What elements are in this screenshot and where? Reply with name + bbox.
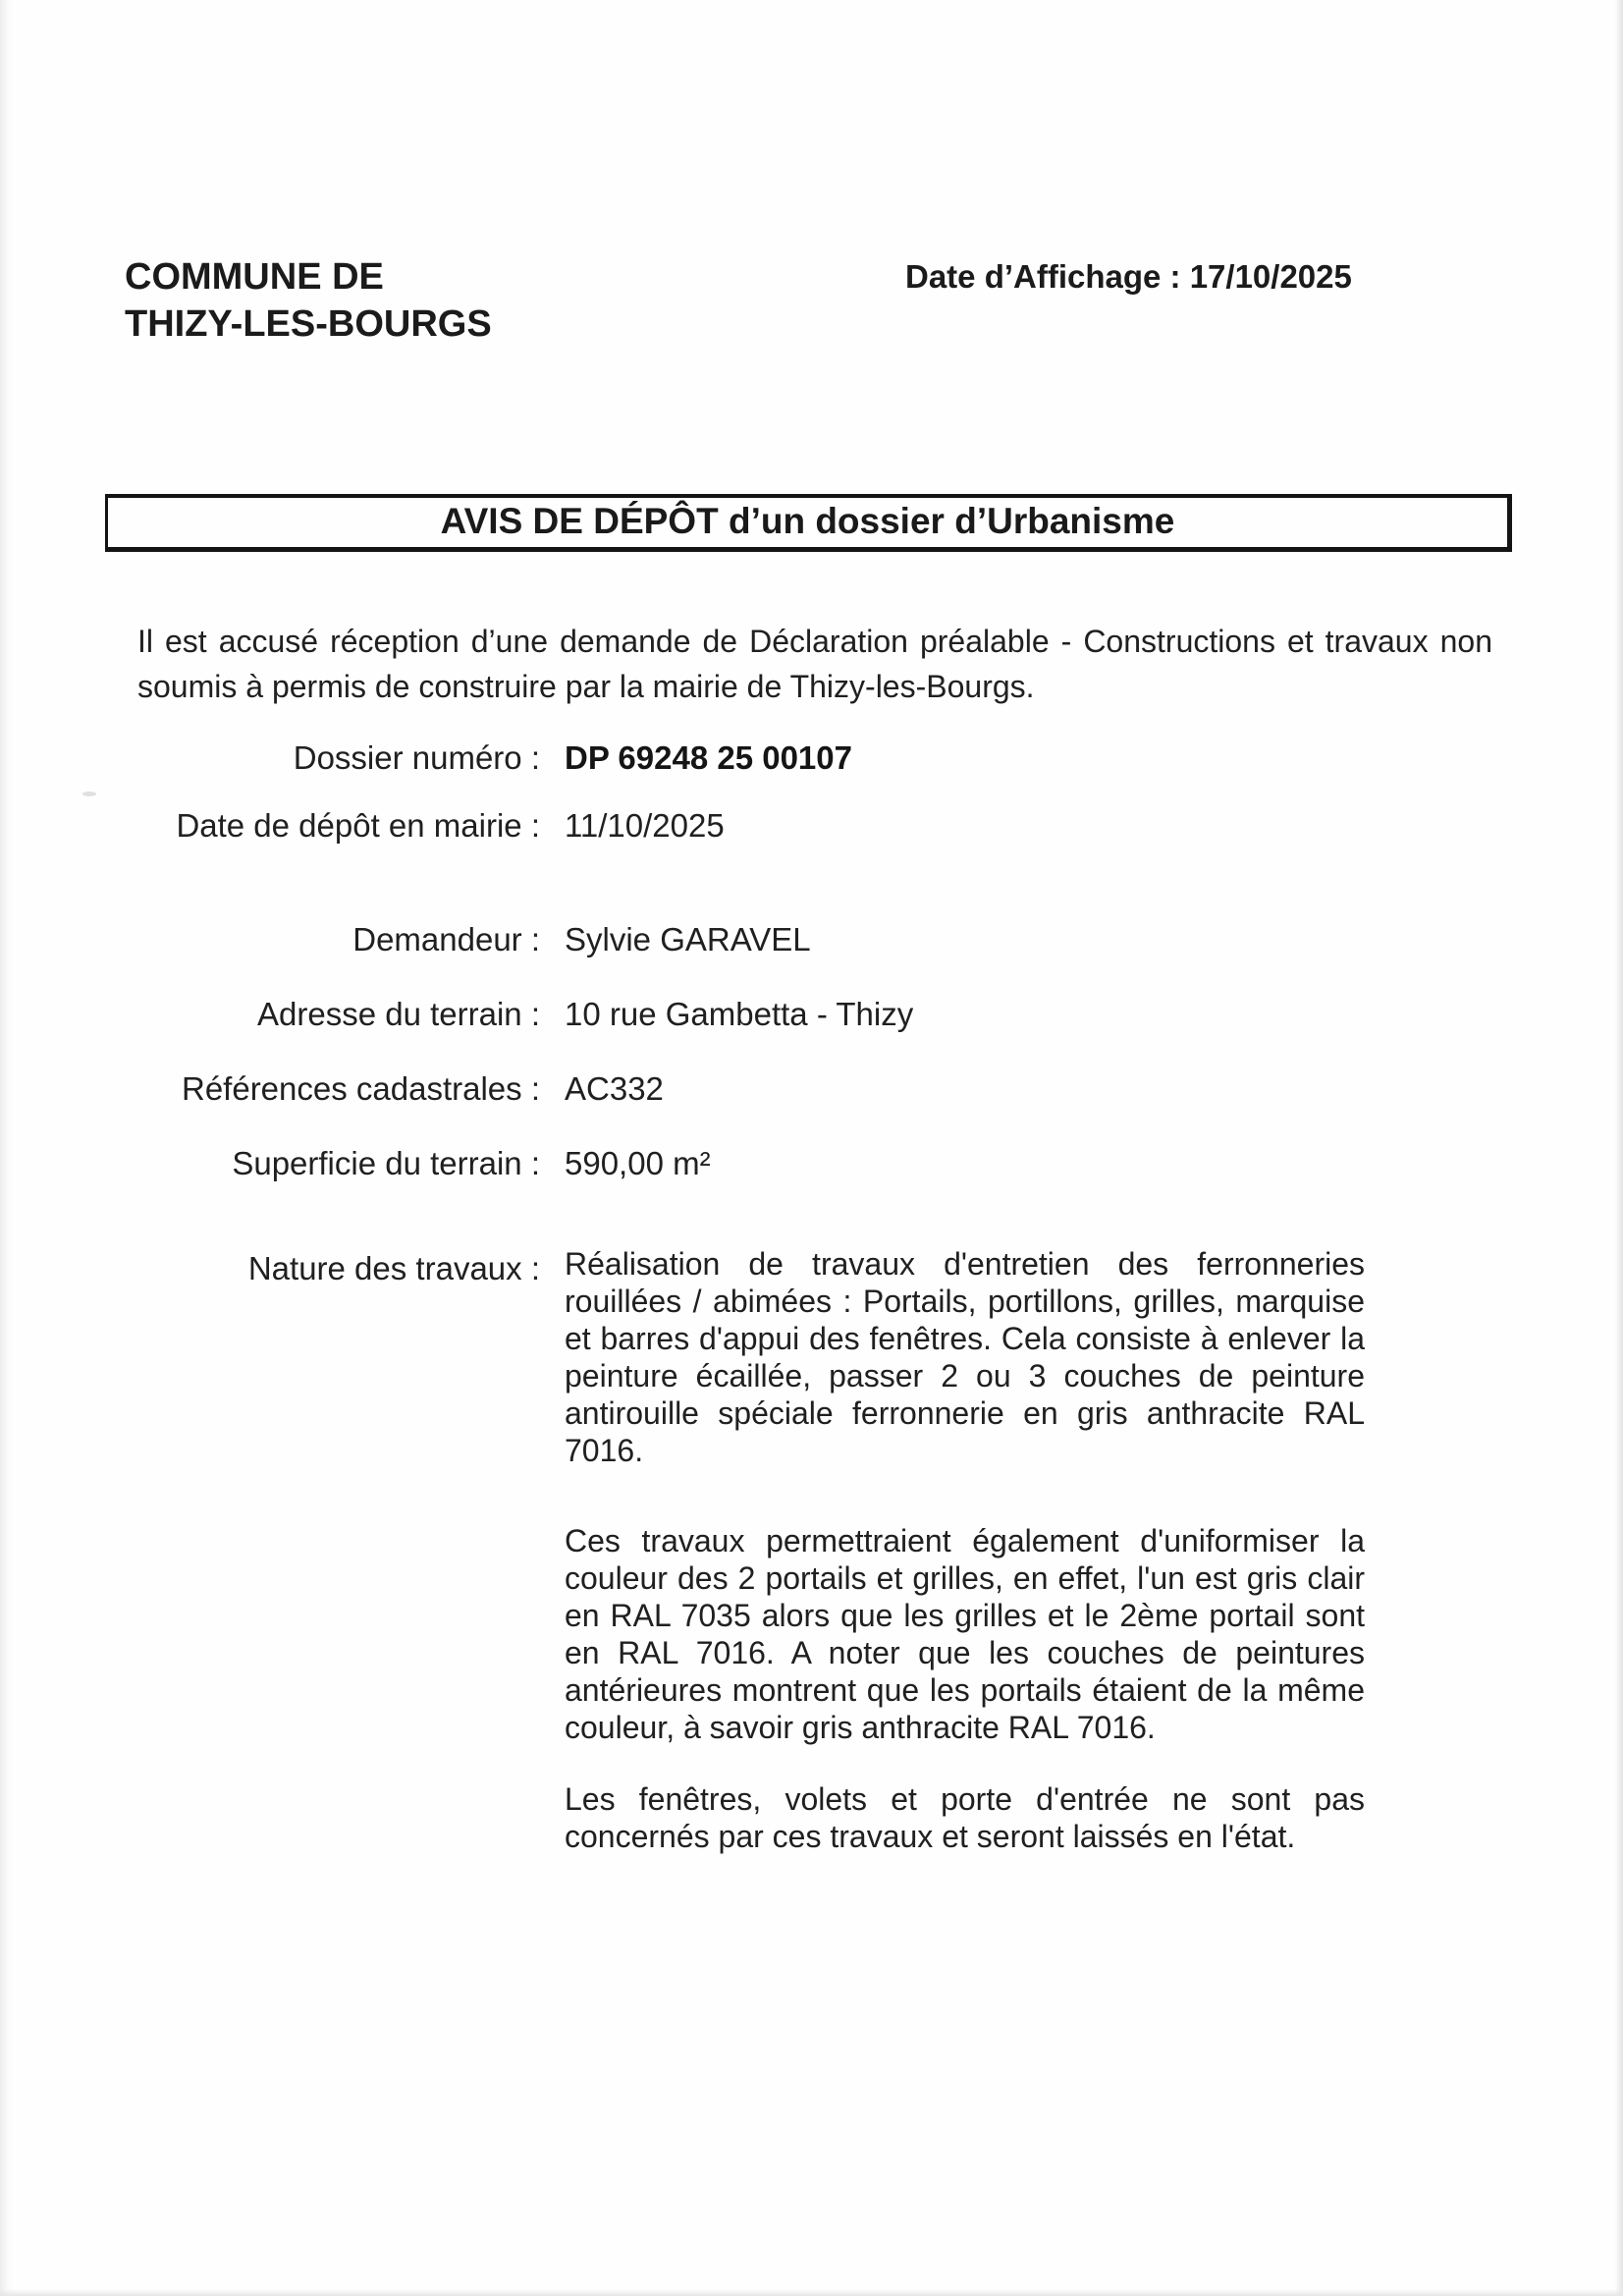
nature-paragraph-1: Réalisation de travaux d'entretien des ferronneries rouillées / abimées : Portails, portillons, grilles, marquise et barres d'appui des fenêtres. Cela consiste à enlever la peinture écaillée, passer 2 ou 3 couches de peinture antirouille spéciale ferronnerie en gris anthracite RAL 7016. [565,1246,1365,1468]
document-title: AVIS DE DÉPÔT d’un dossier d’Urbanisme [440,501,1175,541]
commune-name-line1: COMMUNE DE [125,256,384,298]
field-row-superficie-terrain [0,1145,1623,1186]
field-value: DP 69248 25 00107 [565,739,852,776]
field-row-references-cadastrales [0,1070,1623,1112]
field-value: AC332 [565,1070,664,1107]
display-date: Date d’Affichage : 17/10/2025 [905,258,1352,295]
nature-paragraph-3: Les fenêtres, volets et porte d'entrée ne sont pas concernés par ces travaux et seront laissés en l'état. [565,1781,1365,1854]
field-value: 11/10/2025 [565,807,725,844]
document-title-box [105,494,1512,552]
commune-name-line2: THIZY-LES-BOURGS [125,303,492,345]
field-label: Superficie du terrain : [232,1145,540,1181]
field-label: Dossier numéro : [293,739,540,776]
field-row-dossier-numero [0,739,1623,781]
scan-smudge-artifact [82,792,96,796]
scan-edge-shadow-bottom [0,2289,1623,2296]
field-value: 590,00 m² [565,1145,711,1181]
field-row-adresse-terrain [0,996,1623,1037]
field-value: Sylvie GARAVEL [565,921,811,957]
field-label: Références cadastrales : [181,1070,540,1107]
field-label: Date de dépôt en mairie : [176,807,540,844]
field-label: Demandeur : [352,921,540,957]
field-row-date-depot [0,807,1623,848]
field-value: 10 rue Gambetta - Thizy [565,996,914,1032]
field-label-nature-travaux: Nature des travaux : [247,1250,540,1286]
field-label: Adresse du terrain : [257,996,540,1032]
intro-paragraph: Il est accusé réception d’une demande de Déclaration préalable - Constructions et travaux non soumis à permis de construire par la mairie de Thizy-les-Bourgs. [137,624,1492,704]
commune-name [125,253,492,348]
nature-paragraph-2: Ces travaux permettraient également d'uniformiser la couleur des 2 portails et grilles, en effet, l'un est gris clair en RAL 7035 alors que les grilles et le 2ème portail sont en RAL 7016. A noter que les couches de peintures antérieures montrent que les portails étaient de la même couleur, à savoir gris anthracite RAL 7016. [565,1523,1365,1745]
nature-travaux-text [565,1245,1365,1855]
field-row-demandeur [0,921,1623,962]
